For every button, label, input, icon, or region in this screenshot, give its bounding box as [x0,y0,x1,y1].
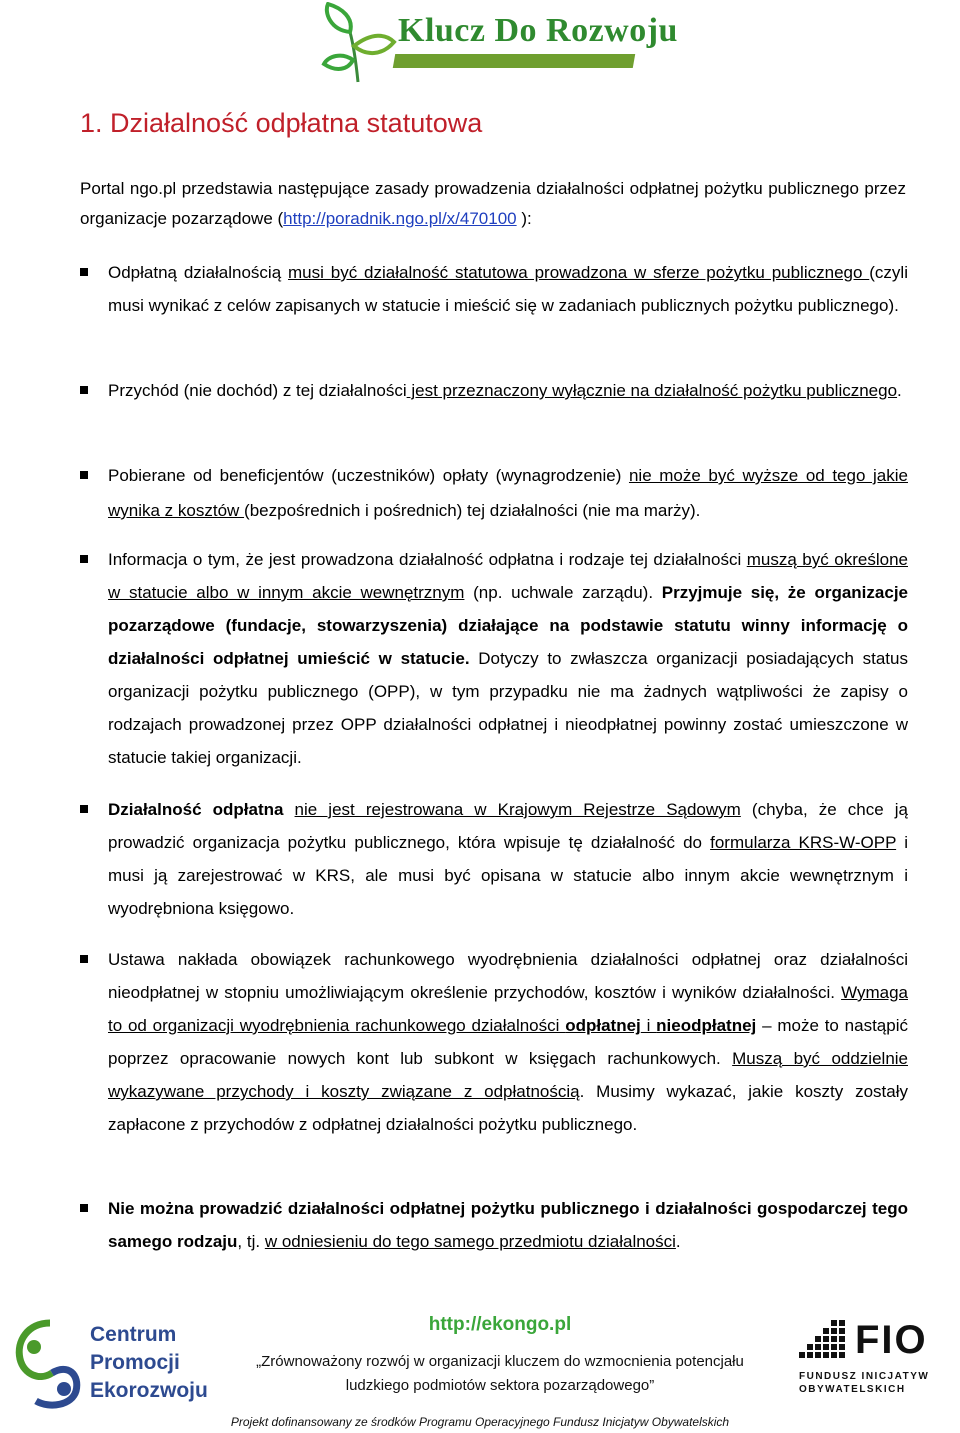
item-text: . Musimy wykazać, jakie koszty zostały zapłacone z przychodów z odpłatnej działalności pożytku publicznego. [108,1082,908,1134]
bullet-icon [80,1204,88,1212]
item-underlined-text: w odniesieniu do tego samego przedmiotu działalności [264,1232,676,1251]
item-text: (uczestników) opłaty (wynagrodzenie) [323,466,629,485]
brand-name: Klucz Do Rozwoju [398,12,678,49]
item-underlined-text: musi być działalność statutowa prowadzona w sferze pożytku publicznego [288,263,870,282]
fio-title: FIO [855,1318,928,1362]
item-text: (chyba, że chce ją prowadzić organizacja pożytku publicznego, która wpisuje tę działalność do [108,800,909,852]
item-underlined-text: nie może być wyższe od tego jakie wynika z kosztów [108,466,908,520]
item-text: Informacja o tym, że jest prowadzona działalność odpłatna i rodzaje tej działalności [108,550,747,569]
cpe-name [90,1321,208,1405]
bullet-icon [80,386,88,394]
list-item [108,543,908,774]
item-text: (czyli musi wynikać z celów zapisanych w statucie i mieścić się w zadaniach publicznych pożytku publicznego). [108,263,908,315]
fio-subtitle [799,1370,929,1396]
item-text: Dotyczy to zwłaszcza organizacji posiadających status organizacji pożytku publicznego (OPP), w tym przypadku nie ma żadnych wątpliwości że zapisy o rodzajach prowadzonej przez OPP działalności odpłatnej i nieodpłatnej powinny zostać umieszczone w statucie takiej organizacji. [108,649,908,767]
intro-link[interactable]: http://poradnik.ngo.pl/x/470100 [283,209,517,228]
item-text: . [675,1232,681,1251]
footer-url[interactable]: http://ekongo.pl [428,1314,572,1335]
item-text [283,800,294,819]
item-underlined-text: jest przeznaczony wyłącznie na działalność pożytku publicznego [406,381,898,400]
item-text: , tj. [237,1232,265,1251]
item-bold-text: Działalność odpłatna [108,800,284,819]
item-bold-text: Przyjmuje się, że organizacje pozarządowe (fundacje, stowarzyszenia) działające na podstawie statutu winny informację o działalności odpłatnej umieścić w statucie. [108,583,908,668]
list-item [108,1192,908,1258]
item-underlined-text: nie jest rejestrowana w Krajowym Rejestrze Sądowym [294,800,741,819]
list-item [108,458,908,528]
list-item [108,374,908,407]
list-item [108,256,908,322]
item-underlined-text: formularza KRS-W-OPP [710,833,897,852]
cpe-line-2: Promocji [90,1351,180,1374]
intro-paragraph [80,174,906,234]
item-text: . [897,381,902,400]
item-text: Ustawa nakłada obowiązek rachunkowego wyodrębnienia działalności odpłatnej oraz działalności nieodpłatnej w stopniu umożliwiającym określenie przychodów, kosztów i wyników działalności. [108,950,908,1002]
fio-subtitle-line-1: FUNDUSZ INICJATYW [799,1371,930,1382]
item-text: – może to nastąpić poprzez opracowanie nowych kont lub subkont w księgach rachunkowych. [108,1016,908,1068]
list-item [108,943,908,1141]
footer-center [240,1314,760,1398]
intro-suffix: ): [516,209,532,228]
item-underlined-text: Wymaga to od organizacji wyodrębnienia rachunkowego działalności [108,983,908,1035]
fio-subtitle-line-2: OBYWATELSKICH [799,1384,906,1395]
logo-klucz-do-rozwoju [320,2,678,84]
item-underlined-text: Muszą być oddzielnie wykazywane przychody i koszty związane z odpłatnością [108,1049,908,1101]
logo-fio [795,1318,955,1400]
item-underlined-bold-text: nieodpłatnej [656,1016,757,1035]
logo-cpe [10,1315,240,1415]
footer-motto: „Zrównoważony rozwój w organizacji kluczem do wzmocnienia potencjału ludzkiego podmiotów sektora pozarządowego” [256,1353,744,1394]
bullet-icon [80,471,88,479]
item-underlined-text: i [640,1016,657,1035]
item-text: Przychód [108,381,179,400]
intro-text: Portal ngo.pl przedstawia następujące zasady prowadzenia działalności odpłatnej pożytku publicznego przez organizacje pozarządowe ( [80,179,906,228]
bullet-icon [80,805,88,813]
cpe-swirl-icon [10,1315,90,1411]
fio-mark-icon [795,1318,851,1370]
item-text: Odpłatną działalnością [108,263,282,282]
footer-note: Projekt dofinansowany ze środków Programu Operacyjnego Fundusz Inicjatyw Obywatelskich [230,1415,730,1429]
leaf-icon [320,2,400,84]
cpe-line-1: Centrum [90,1323,177,1346]
list-item [108,793,908,925]
item-bold-text: Nie można prowadzić działalności odpłatnej pożytku publicznego i działalności gospodarczej tego samego rodzaju [108,1199,908,1251]
item-underlined-text: muszą być określone w statucie albo w innym akcie wewnętrznym [108,550,908,602]
cpe-line-3: Ekorozwoju [90,1379,208,1402]
item-text [281,263,288,282]
section-heading: 1. Działalność odpłatna statutowa [80,108,483,138]
item-underlined-bold-text: odpłatnej [565,1016,641,1035]
brand-underline [393,54,635,68]
bullet-icon [80,555,88,563]
item-text: (nie dochód) z tej działalności [178,381,407,400]
item-text: Pobierane od beneficjentów [108,466,324,485]
item-text: (np. uchwale zarządu). [464,583,662,602]
item-text: (bezpośrednich i pośrednich) tej działalności (nie ma marży). [244,501,701,520]
bullet-icon [80,955,88,963]
bullet-icon [80,268,88,276]
item-text: i musi ją zarejestrować w KRS, ale musi być opisana w statucie albo innym akcie wewnętrznym i wyodrębniona księgowo. [108,833,909,918]
